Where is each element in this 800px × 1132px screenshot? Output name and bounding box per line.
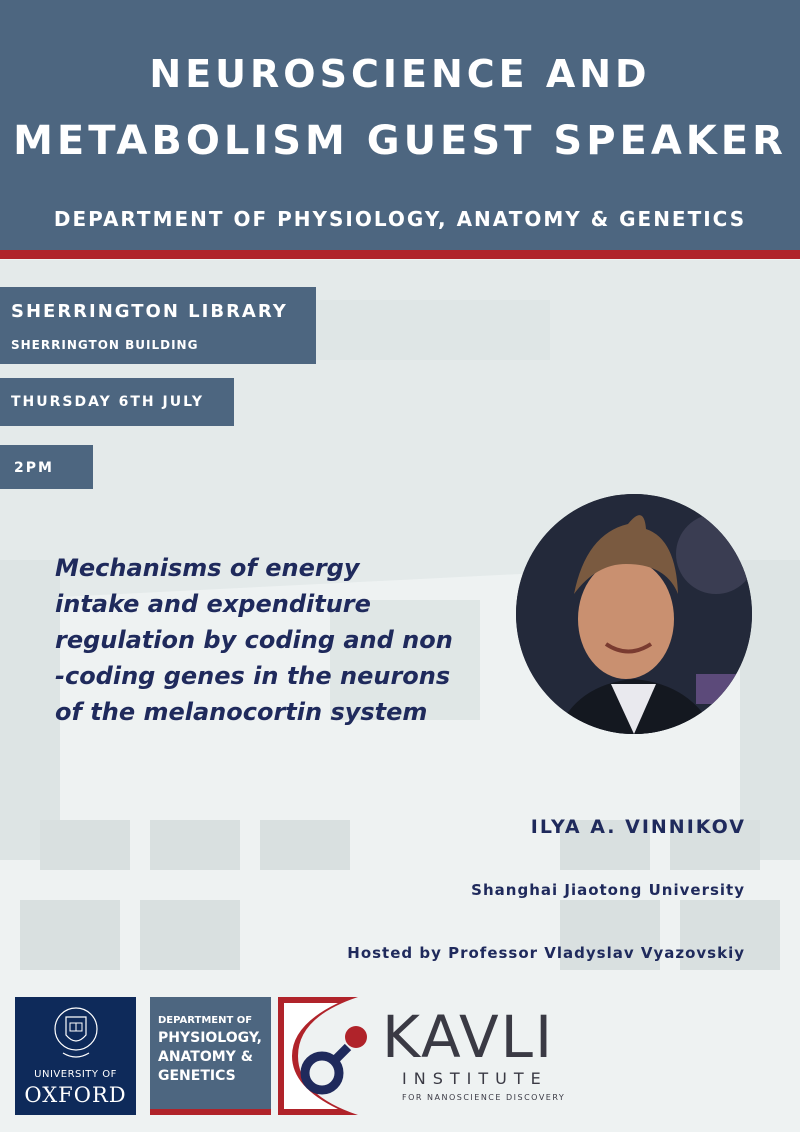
kavli-name: KAVLI [382, 1003, 555, 1071]
oxford-crest-icon [53, 1003, 99, 1063]
talk-title-line: regulation by coding and non [55, 626, 453, 654]
kavli-mark-icon [278, 997, 388, 1115]
oxford-text-line1: UNIVERSITY OF [34, 1069, 117, 1080]
oxford-text-line2: OXFORD [24, 1083, 127, 1107]
host-line: Hosted by Professor Vladyslav Vyazovskiy [347, 944, 745, 962]
venue-tag [0, 287, 316, 364]
speaker-affiliation: Shanghai Jiaotong University [471, 881, 745, 899]
dpag-logo [150, 997, 271, 1115]
date-tag [0, 378, 234, 426]
speaker-name: ILYA A. VINNIKOV [530, 816, 746, 838]
header-divider [0, 250, 800, 259]
talk-title-line: Mechanisms of energy [55, 554, 360, 582]
talk-title-line: of the melanocortin system [55, 698, 428, 726]
talk-title-line: intake and expenditure [55, 590, 371, 618]
dpag-text-line4: GENETICS [158, 1068, 236, 1084]
header-banner [0, 0, 800, 250]
kavli-tagline: FOR NANOSCIENCE DISCOVERY [402, 1093, 566, 1102]
event-title-line2: METABOLISM GUEST SPEAKER [13, 118, 787, 164]
dpag-text-block [158, 1029, 262, 1086]
kavli-sub: INSTITUTE [402, 1069, 548, 1088]
venue-name: SHERRINGTON LIBRARY [11, 301, 288, 322]
event-title-line1: NEUROSCIENCE AND [149, 52, 651, 96]
speaker-photo [516, 494, 752, 734]
dpag-text-line2: PHYSIOLOGY, [158, 1030, 262, 1046]
department-name: DEPARTMENT OF PHYSIOLOGY, ANATOMY & GENETICS [53, 207, 747, 231]
time-tag [0, 445, 93, 489]
event-date: THURSDAY 6TH JULY [11, 394, 204, 410]
dpag-text-line3: ANATOMY & [158, 1049, 253, 1065]
kavli-logo [278, 997, 598, 1115]
talk-title-line: -coding genes in the neurons [55, 662, 451, 690]
event-time: 2PM [14, 460, 54, 476]
oxford-logo [15, 997, 136, 1115]
talk-title [55, 550, 475, 730]
dpag-text-line1: DEPARTMENT OF [158, 1015, 253, 1026]
dpag-stripe [150, 1109, 271, 1115]
venue-building: SHERRINGTON BUILDING [11, 338, 199, 352]
